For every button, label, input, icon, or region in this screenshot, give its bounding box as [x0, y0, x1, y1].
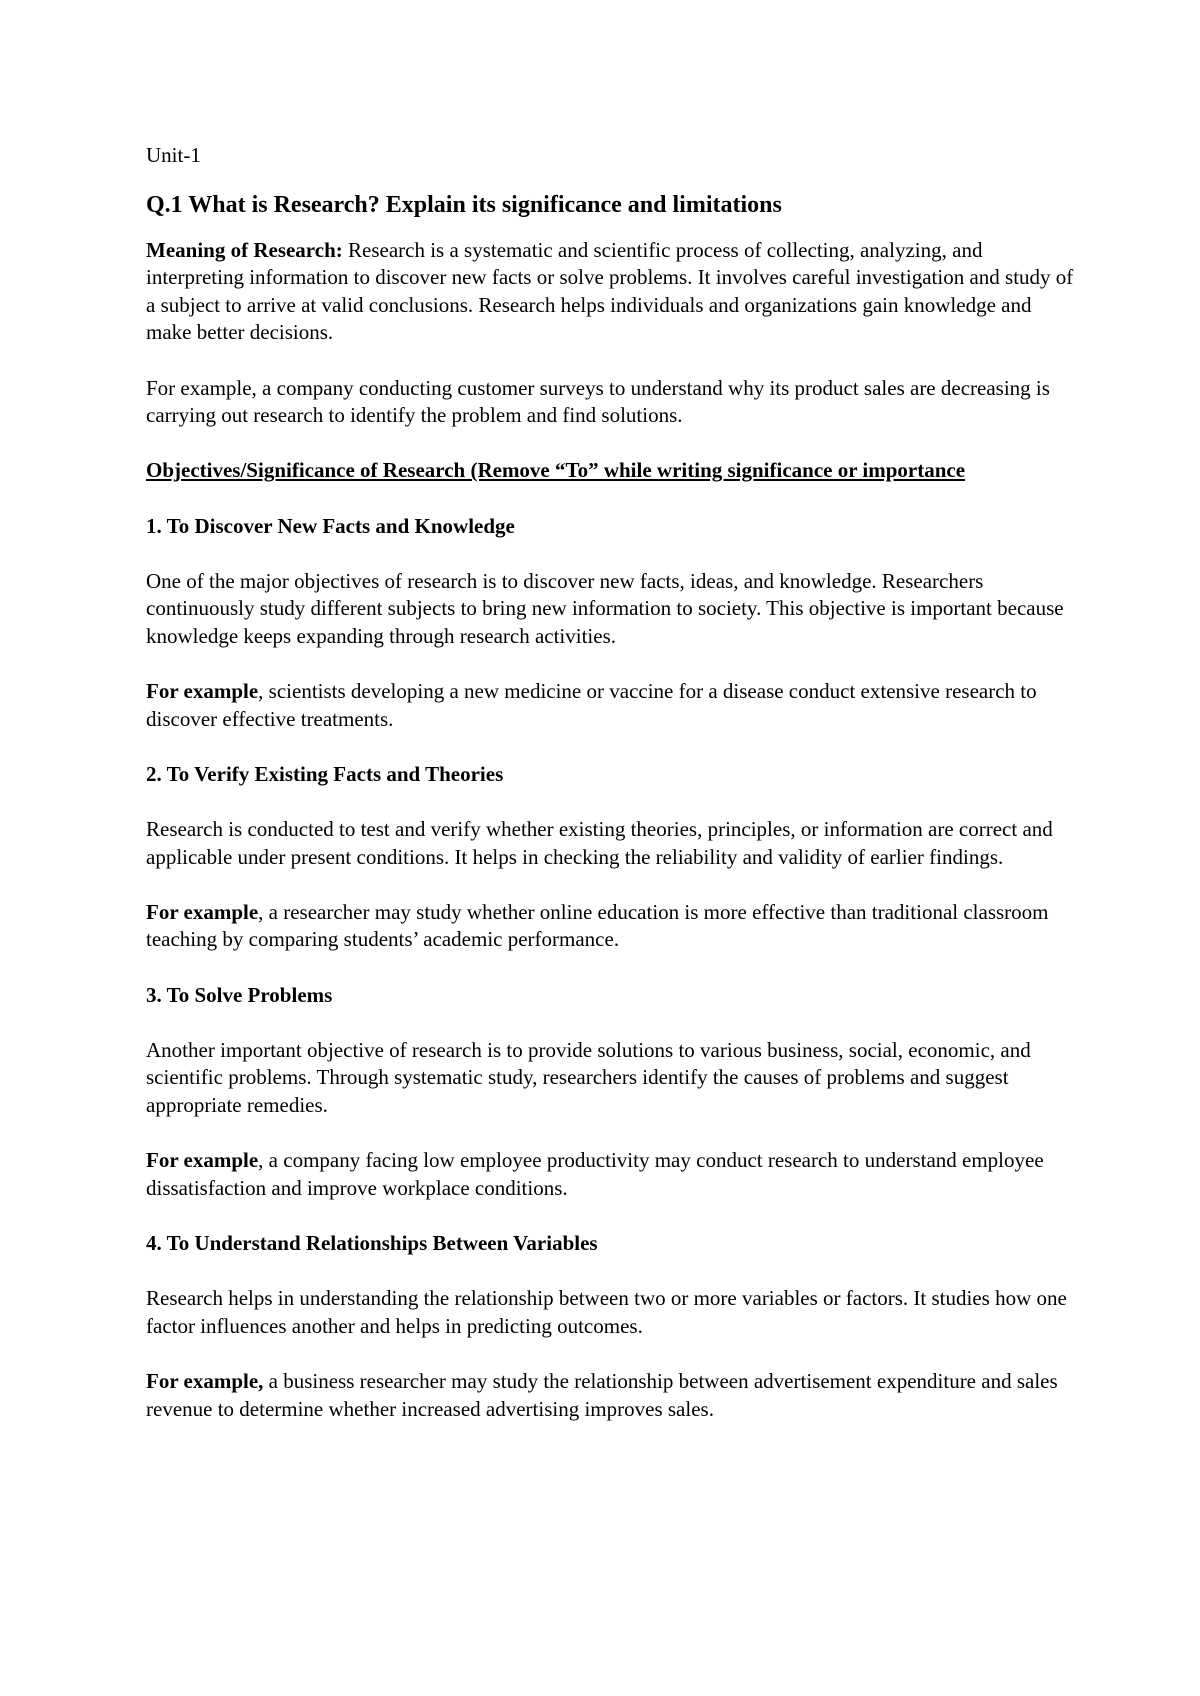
question-title: Q.1 What is Research? Explain its significance and limitations [146, 191, 782, 218]
example-text: , a researcher may study whether online education is more effective than traditional classroom teaching by comparing students’ academic performance. [146, 899, 1049, 952]
example-text: a business researcher may study the relationship between advertisement expenditure and sales revenue to determine whether increased advertising improves sales. [146, 1368, 1058, 1421]
section-body-2: Research is conducted to test and verify whether existing theories, principles, or information are correct and applicable under present conditions. It helps in checking the reliability and validity of earlier findings. [146, 817, 1053, 869]
section-heading-2: 2. To Verify Existing Facts and Theories [146, 761, 504, 786]
example-text: , a company facing low employee productivity may conduct research to understand employee dissatisfaction and improve workplace conditions. [146, 1148, 1044, 1200]
meaning-paragraph [146, 237, 1076, 347]
example-label: For example [146, 679, 259, 704]
unit-label: Unit-1 [146, 143, 201, 167]
meaning-text: Research is a systematic and scientific process of collecting, analyzing, and interpreting information to discover new facts or solve problems. It involves careful investigation and study of a subject to arrive at valid conclusions. Research helps individuals and organizations gain knowledge and make better decisions. [146, 237, 1074, 345]
document-page [146, 142, 1076, 1451]
section-example-4 [146, 1368, 1076, 1423]
section-heading-3: 3. To Solve Problems [146, 982, 333, 1007]
section-example-3 [146, 1147, 1076, 1202]
section-heading-4: 4. To Understand Relationships Between Variables [146, 1230, 598, 1255]
section-body-4: Research helps in understanding the relationship between two or more variables or factors. It studies how one factor influences another and helps in predicting outcomes. [146, 1286, 1067, 1338]
example-text: , scientists developing a new medicine or vaccine for a disease conduct extensive research to discover effective treatments. [146, 679, 1037, 731]
section-body-1: One of the major objectives of research is to discover new facts, ideas, and knowledge. Researchers continuously study different subjects to bring new information to society. This objective is important because knowledge keeps expanding through research activities. [146, 568, 1064, 648]
meaning-label: Meaning of Research: [146, 237, 343, 262]
example-label: For example, [146, 1368, 264, 1393]
example-label: For example [146, 899, 259, 924]
example-label: For example [146, 1148, 259, 1173]
section-example-2 [146, 899, 1076, 954]
section-body-3: Another important objective of research is to provide solutions to various business, social, economic, and scientific problems. Through systematic study, researchers identify the causes of problems and suggest appropriate remedies. [146, 1037, 1031, 1117]
intro-example-paragraph: For example, a company conducting customer surveys to understand why its product sales are decreasing is carrying out research to identify the problem and find solutions. [146, 375, 1050, 428]
objectives-heading: Objectives/Significance of Research (Remove “To” while writing significance or importance [146, 458, 966, 483]
section-example-1 [146, 678, 1076, 733]
section-heading-1: 1. To Discover New Facts and Knowledge [146, 513, 515, 538]
